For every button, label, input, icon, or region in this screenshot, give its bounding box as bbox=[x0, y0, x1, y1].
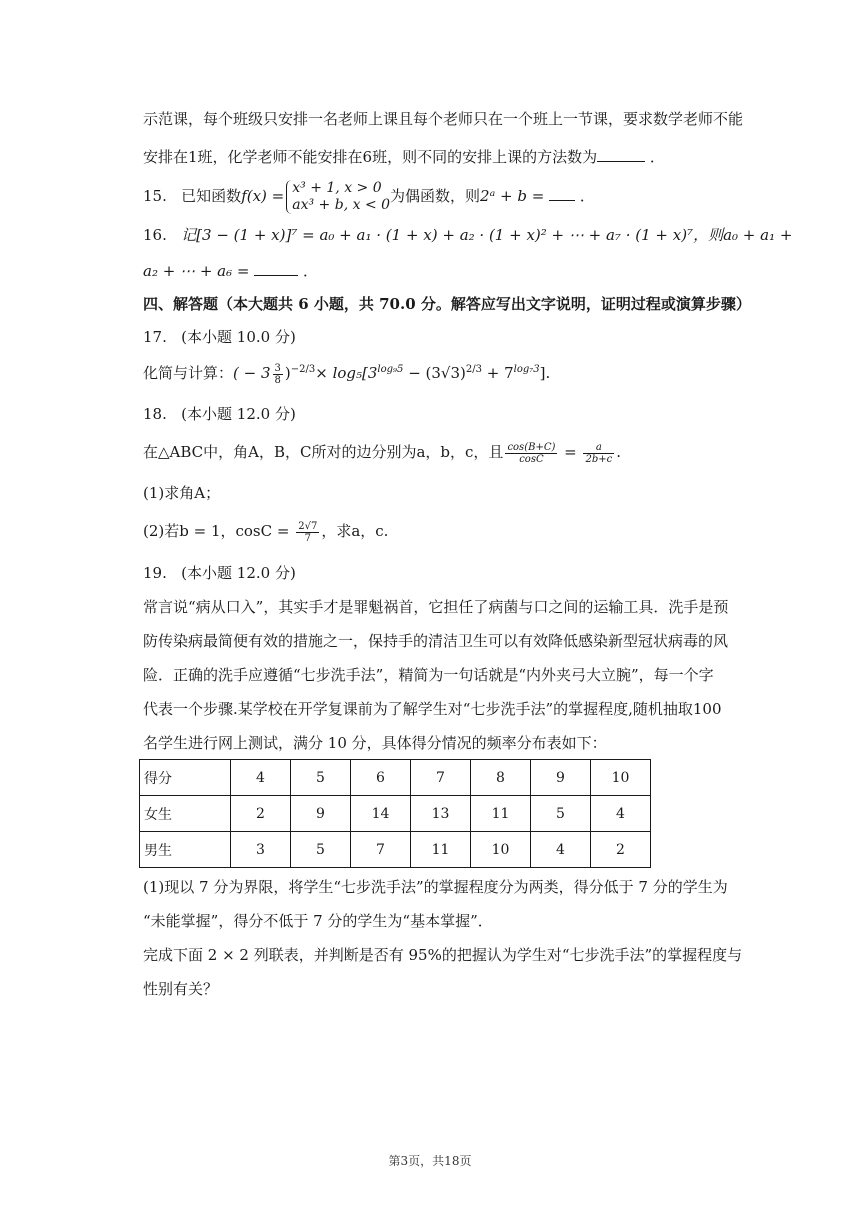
table-cell: 9 bbox=[531, 760, 591, 796]
section-title: 四、解答题（本大题共 6 小题，共 70.0 分。解答应写出文字说明，证明过程或演算步骤） bbox=[143, 295, 751, 313]
question-18-header: 18. (本小题 12.0 分) bbox=[143, 405, 296, 423]
fraction: $\frac{\cos(B+C)}{\cos C}$ bbox=[507, 441, 556, 465]
question-15: 15. 已知函数f(x) = x³ + 1, x > 0 ax³ + b, x < 0 为偶函数，则2ᵃ + b = ． bbox=[143, 180, 595, 213]
frequency-table bbox=[139, 759, 651, 868]
table-row bbox=[140, 760, 651, 796]
fraction: $\frac{a}{2b+c}$ bbox=[585, 441, 613, 465]
fraction: $\frac{2√7}{7}$ bbox=[298, 520, 318, 544]
table-cell: 2 bbox=[231, 796, 291, 832]
question-19-para-line: 名学生进行网上测试，满分 10 分，具体得分情况的频率分布表如下： bbox=[143, 734, 607, 752]
question-19-para-line: 代表一个步骤.某学校在开学复课前为了解学生对“七步洗手法”的掌握程度,随机抽取100 bbox=[143, 700, 722, 718]
table-cell: 女生 bbox=[140, 796, 231, 832]
answer-blank bbox=[549, 186, 575, 201]
table-cell: 11 bbox=[471, 796, 531, 832]
table-cell: 13 bbox=[411, 796, 471, 832]
question-number: 17. bbox=[143, 328, 167, 346]
table-row bbox=[140, 796, 651, 832]
question-18-part-2: (2)若b = 1，cosC = $\frac{2√7}{7}$ ，求a，c. bbox=[143, 520, 389, 544]
table-cell: 5 bbox=[291, 832, 351, 868]
question-19-para-line: 防传染病最简便有效的措施之一，保持手的清洁卫生可以有效降低感染新型冠状病毒的风 bbox=[143, 632, 729, 650]
table-row bbox=[140, 832, 651, 868]
question-19-after-line: 性别有关？ bbox=[143, 980, 219, 998]
question-16-line-2: a₂ + ⋯ + a₆ = ． bbox=[143, 262, 319, 280]
question-19-after-line: “未能掌握”，得分不低于 7 分的学生为“基本掌握”． bbox=[143, 912, 493, 930]
table-cell: 4 bbox=[231, 760, 291, 796]
answer-blank bbox=[597, 147, 645, 162]
question-19-after-line: (1)现以 7 分为界限，将学生“七步洗手法”的掌握程度分为两类，得分低于 7 分的学生为 bbox=[143, 878, 728, 896]
intro-line-2: 安排在1班，化学老师不能安排在6班，则不同的安排上课的方法数为 ． bbox=[143, 148, 665, 166]
table-cell: 7 bbox=[411, 760, 471, 796]
table-cell: 得分 bbox=[140, 760, 231, 796]
fraction: $\frac{3}{8}$ bbox=[274, 362, 281, 386]
table-cell: 10 bbox=[471, 832, 531, 868]
question-number: 16. bbox=[143, 226, 167, 244]
question-17-body: 化简与计算：( − 3 $\frac{3}{8}$ )$^{-2/3}\times \log_5[3^{log_95} - (3√3)^{2/3} + 7^{log_73}]$. bbox=[143, 362, 551, 386]
question-18-part-1: (1)求角A； bbox=[143, 484, 221, 502]
question-number: 18. bbox=[143, 405, 167, 423]
question-18-stem: 在△ABC中，角A，B，C所对的边分别为a，b，c，且 $\frac{\cos(B+C)}{\cos C}$ = $\frac{a}{2b+c}$ . bbox=[143, 441, 622, 465]
page-footer: 第3页，共18页 bbox=[388, 1154, 472, 1168]
table-cell: 8 bbox=[471, 760, 531, 796]
question-17-header: 17. (本小题 10.0 分) bbox=[143, 328, 296, 346]
question-number: 15. bbox=[143, 187, 167, 205]
question-19-after-line: 完成下面 2 × 2 列联表，并判断是否有 95%的把握认为学生对“七步洗手法”的掌握程度与 bbox=[143, 946, 743, 964]
table-cell: 4 bbox=[591, 796, 651, 832]
table-cell: 2 bbox=[591, 832, 651, 868]
table-cell: 男生 bbox=[140, 832, 231, 868]
answer-blank bbox=[254, 261, 298, 276]
table-cell: 4 bbox=[531, 832, 591, 868]
table-cell: 14 bbox=[351, 796, 411, 832]
question-number: 19. bbox=[143, 564, 167, 582]
question-19-para-line: 常言说“病从口入”，其实手才是罪魁祸首，它担任了病菌与口之间的运输工具．洗手是预 bbox=[143, 598, 729, 616]
table-cell: 3 bbox=[231, 832, 291, 868]
question-19-header: 19. (本小题 12.0 分) bbox=[143, 564, 296, 582]
table-cell: 9 bbox=[291, 796, 351, 832]
question-16-line-1: 16. 记[3 − (1 + x)]⁷ = a₀ + a₁ · (1 + x) + a₂ · (1 + x)² + ⋯ + a₇ · (1 + x)⁷，则a₀ + a₁ + bbox=[143, 226, 793, 244]
table-cell: 5 bbox=[291, 760, 351, 796]
question-19-para-line: 险．正确的洗手应遵循“七步洗手法”，精简为一句话就是“内外夹弓大立腕”，每一个字 bbox=[143, 666, 714, 684]
piecewise-function: x³ + 1, x > 0 ax³ + b, x < 0 bbox=[286, 180, 390, 214]
table-cell: 5 bbox=[531, 796, 591, 832]
table-cell: 6 bbox=[351, 760, 411, 796]
table-cell: 11 bbox=[411, 832, 471, 868]
table-cell: 10 bbox=[591, 760, 651, 796]
intro-line-1: 示范课，每个班级只安排一名老师上课且每个老师只在一个班上一节课，要求数学老师不能 bbox=[143, 110, 744, 128]
table-cell: 7 bbox=[351, 832, 411, 868]
